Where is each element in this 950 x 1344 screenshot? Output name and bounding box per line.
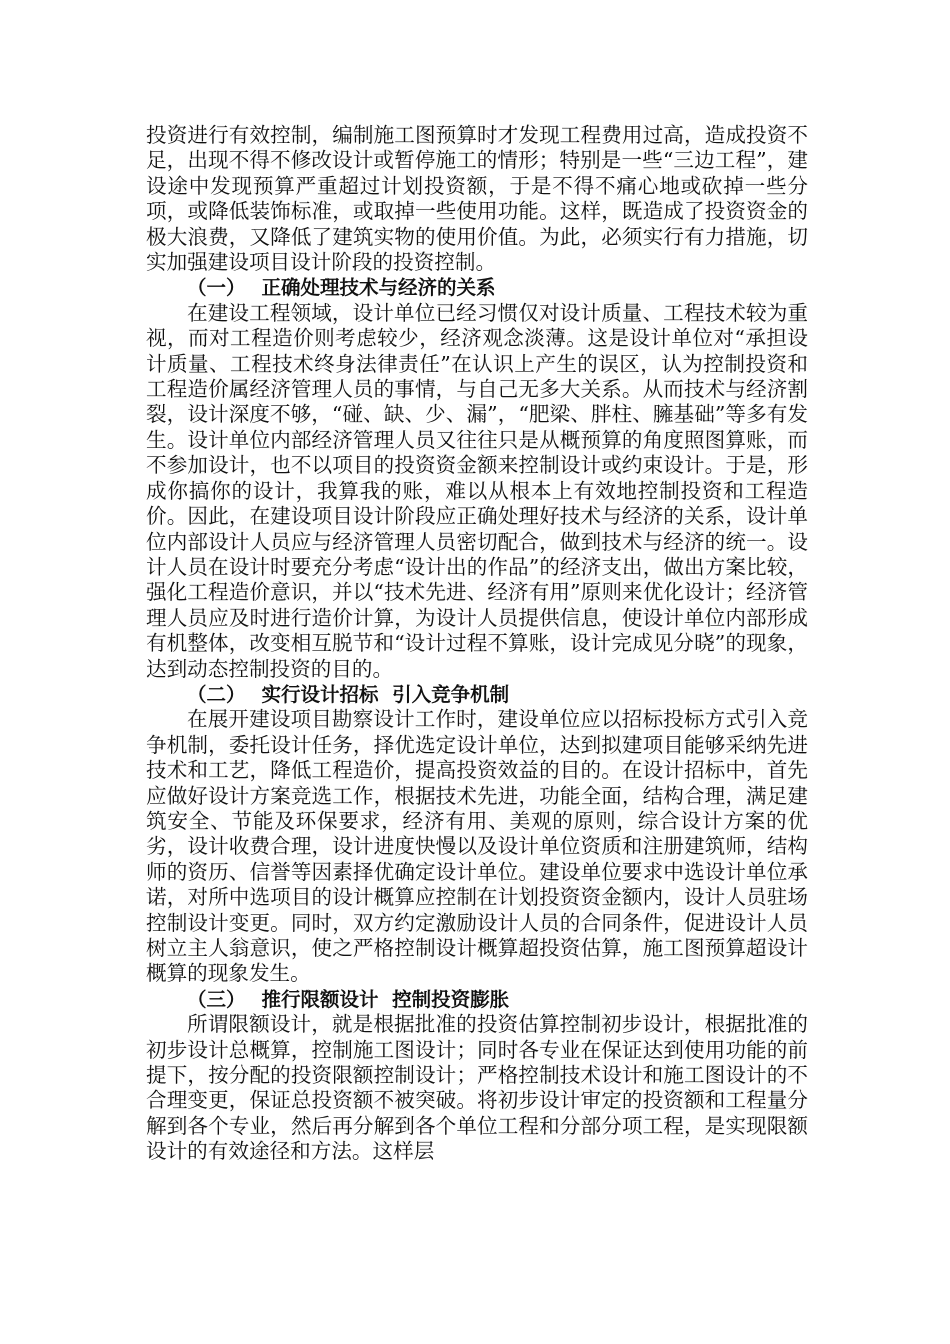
section-3-paragraph: 所谓限额设计，就是根据批准的投资估算控制初步设计，根据批准的初步设计总概算，控制施工图设计；同时各专业在保证达到使用功能的前提下，按分配的投资限额控制设计；严格控制技术设计和施工图设计的不合理变更，保证总投资额不被突破。将初步设计审定的投资额和工程量分解到各个专业，然后再分解到各个单位工程和分部分项工程，是实现限额设计的有效途径和方法。这样层 bbox=[146, 1012, 808, 1164]
section-heading-3 bbox=[146, 987, 808, 1012]
section-title-3: 推行限额设计 控制投资膨胀 bbox=[261, 987, 510, 1011]
section-number-2: （二） bbox=[187, 682, 246, 706]
section-title-2: 实行设计招标 引入竞争机制 bbox=[261, 682, 510, 706]
section-heading-2 bbox=[146, 682, 808, 707]
section-number-3: （三） bbox=[187, 987, 246, 1011]
section-title-1: 正确处理技术与经济的关系 bbox=[261, 276, 496, 300]
section-1-paragraph: 在建设工程领域，设计单位已经习惯仅对设计质量、工程技术较为重视，而对工程造价则考虑较少，经济观念淡薄。这是设计单位对“承担设计质量、工程技术终身法律责任”在认识上产生的误区，认为控制投资和工程造价属经济管理人员的事情，与自己无多大关系。从而技术与经济割裂，设计深度不够，“碰、缺、少、漏”，“肥梁、胖柱、臃基础”等多有发生。设计单位内部经济管理人员又往往只是从概预算的角度照图算账，而不参加设计，也不以项目的投资资金额来控制设计或约束设计。于是，形成你搞你的设计，我算我的账，难以从根本上有效地控制投资和工程造价。因此，在建设项目设计阶段应正确处理好技术与经济的关系，设计单位内部设计人员应与经济管理人员密切配合，做到技术与经济的统一。设计人员在设计时要充分考虑“设计出的作品”的经济支出，做出方案比较，强化工程造价意识，并以“技术先进、经济有用”原则来优化设计；经济管理人员应及时进行造价计算，为设计人员提供信息，使设计单位内部形成有机整体，改变相互脱节和“设计过程不算账，设计完成见分晓”的现象，达到动态控制投资的目的。 bbox=[146, 300, 808, 681]
document-page bbox=[146, 123, 808, 1165]
intro-paragraph: 投资进行有效控制，编制施工图预算时才发现工程费用过高，造成投资不足，出现不得不修改设计或暂停施工的情形；特别是一些“三边工程”，建设途中发现预算严重超过计划投资额，于是不得不痛心地或砍掉一些分项，或降低装饰标准，或取掉一些使用功能。这样，既造成了投资资金的极大浪费，又降低了建筑实物的使用价值。为此，必须实行有力措施，切实加强建设项目设计阶段的投资控制。 bbox=[146, 123, 808, 275]
section-number-1: （一） bbox=[187, 276, 246, 300]
section-heading-1 bbox=[146, 275, 808, 300]
section-2-paragraph: 在展开建设项目勘察设计工作时，建设单位应以招标投标方式引入竞争机制，委托设计任务，择优选定设计单位，达到拟建项目能够采纳先进技术和工艺，降低工程造价，提高投资效益的目的。在设计招标中，首先应做好设计方案竞选工作，根据技术先进，功能全面，结构合理，满足建筑安全、节能及环保要求，经济有用、美观的原则，综合设计方案的优劣，设计收费合理，设计进度快慢以及设计单位资质和注册建筑师，结构师的资历、信誉等因素择优确定设计单位。建设单位要求中选设计单位承诺，对所中选项目的设计概算应控制在计划投资资金额内，设计人员驻场控制设计变更。同时，双方约定激励设计人员的合同条件，促进设计人员树立主人翁意识，使之严格控制设计概算超投资估算，施工图预算超设计概算的现象发生。 bbox=[146, 707, 808, 986]
